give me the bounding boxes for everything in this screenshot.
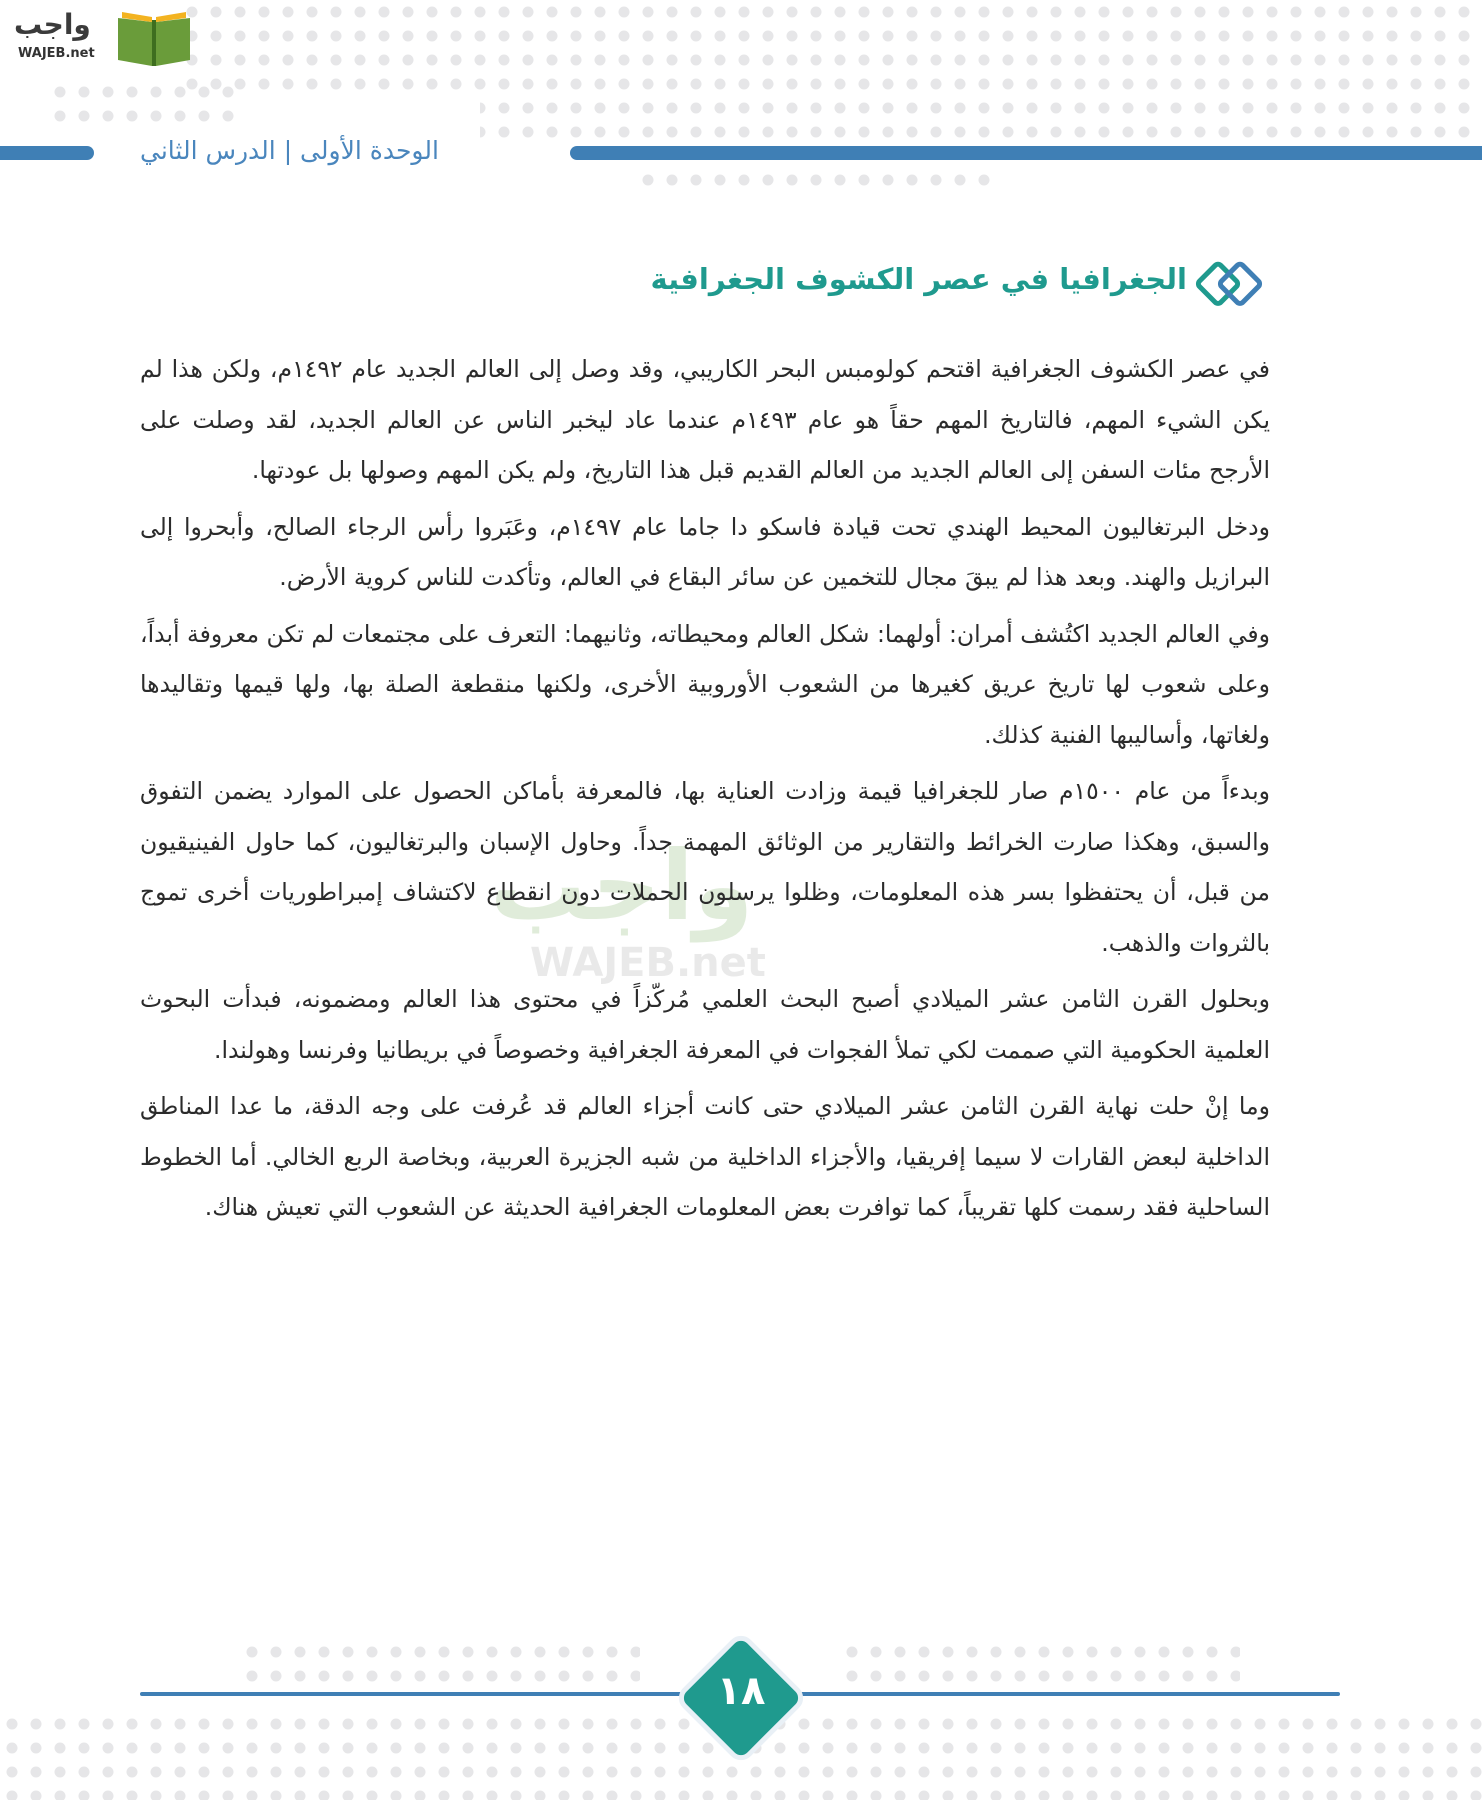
watermark-arabic: واجب [490, 830, 754, 942]
section-heading-text: الجغرافيا في عصر الكشوف الجغرافية [650, 262, 1187, 296]
paragraph-2: ودخل البرتغاليون المحيط الهندي تحت قيادة فاسكو دا جاما عام ١٤٩٧م، وعَبَروا رأس الرجاء الصالح، وأبحروا إلى البرازيل والهند. وبعد هذا لم يبقَ مجال للتخمين عن سائر البقاع في العالم، وتأكدت للناس كروية الأرض. [140, 512, 1270, 591]
header-bar-right [570, 146, 1482, 160]
section-heading [600, 258, 1275, 308]
lesson-body [140, 344, 1270, 1239]
double-diamond-icon [1195, 258, 1275, 308]
logo-arabic: واجب [14, 8, 91, 41]
watermark-latin: WAJEB.net [530, 940, 766, 986]
paragraph-6: وما إنْ حلت نهاية القرن الثامن عشر الميلادي حتى كانت أجزاء العالم قد عُرفت على وجه الدقة، ما عدا المناطق الداخلية لبعض القارات لا سيما إفريقيا، والأجزاء الداخلية من شبه الجزيرة العربية، وبخاصة الربع الخالي. أما الخطوط الساحلية فقد رسمت كلها تقريباً، كما توافرت بعض المعلومات الجغرافية الحديثة عن الشعوب التي تعيش هناك. [140, 1092, 1270, 1221]
book-icon [112, 8, 196, 68]
decorative-dots-left [0, 80, 240, 140]
header-bar-left [0, 146, 94, 160]
paragraph-4: وبدءاً من عام ١٥٠٠م صار للجغرافيا قيمة وزادت العناية بها، فالمعرفة بأماكن الحصول على الموارد يضمن التفوق والسبق، وهكذا صارت الخرائط والتقارير من الوثائق المهمة جداً. وحاول الإسبان والبرتغاليون، كما حاول الفينيقيون من قبل، أن يحتفظوا بسر هذه المعلومات، وظلوا يرسلون الحملات دون انقطاع لاكتشاف إمبراطوريات أخرى تموج بالثروات والذهب. [140, 777, 1270, 957]
paragraph-5: وبحلول القرن الثامن عشر الميلادي أصبح البحث العلمي مُركّزاً في محتوى هذا العالم ومضمونه، فبدأت البحوث العلمية الحكومية التي صممت لكي تملأ الفجوات في المعرفة الجغرافية وخصوصاً في بريطانيا وفرنسا وهولندا. [140, 985, 1270, 1064]
paragraph-1: في عصر الكشوف الجغرافية اقتحم كولومبس البحر الكاريبي، وقد وصل إلى العالم الجديد عام ١٤٩٢م، ولكن هذا لم يكن الشيء المهم، فالتاريخ المهم حقاً هو عام ١٤٩٣م عندما عاد ليخبر الناس عن العالم الجديد، لقد وصلت على الأرجح مئات السفن إلى العالم الجديد من العالم القديم قبل هذا التاريخ، ولم يكن المهم وصولها بل عودتها. [140, 355, 1271, 484]
page-number: ١٨ [716, 1668, 766, 1714]
unit-lesson-title: الوحدة الأولى | الدرس الثاني [140, 136, 439, 165]
paragraph-3: وفي العالم الجديد اكتُشف أمران: أولهما: شكل العالم ومحيطاته، وثانيهما: التعرف على مجتمعات لم تكن معروفة أبداً، وعلى شعوب لها تاريخ عريق كغيرها من الشعوب الأوروبية الأخرى، ولكنها منقطعة الصلة بها، ولها قيمها وتقاليدها ولغاتها، وأساليبها الفنية كذلك. [140, 619, 1270, 749]
logo-latin: WAJEB.net [18, 46, 95, 61]
wajeb-logo[interactable] [10, 6, 190, 66]
